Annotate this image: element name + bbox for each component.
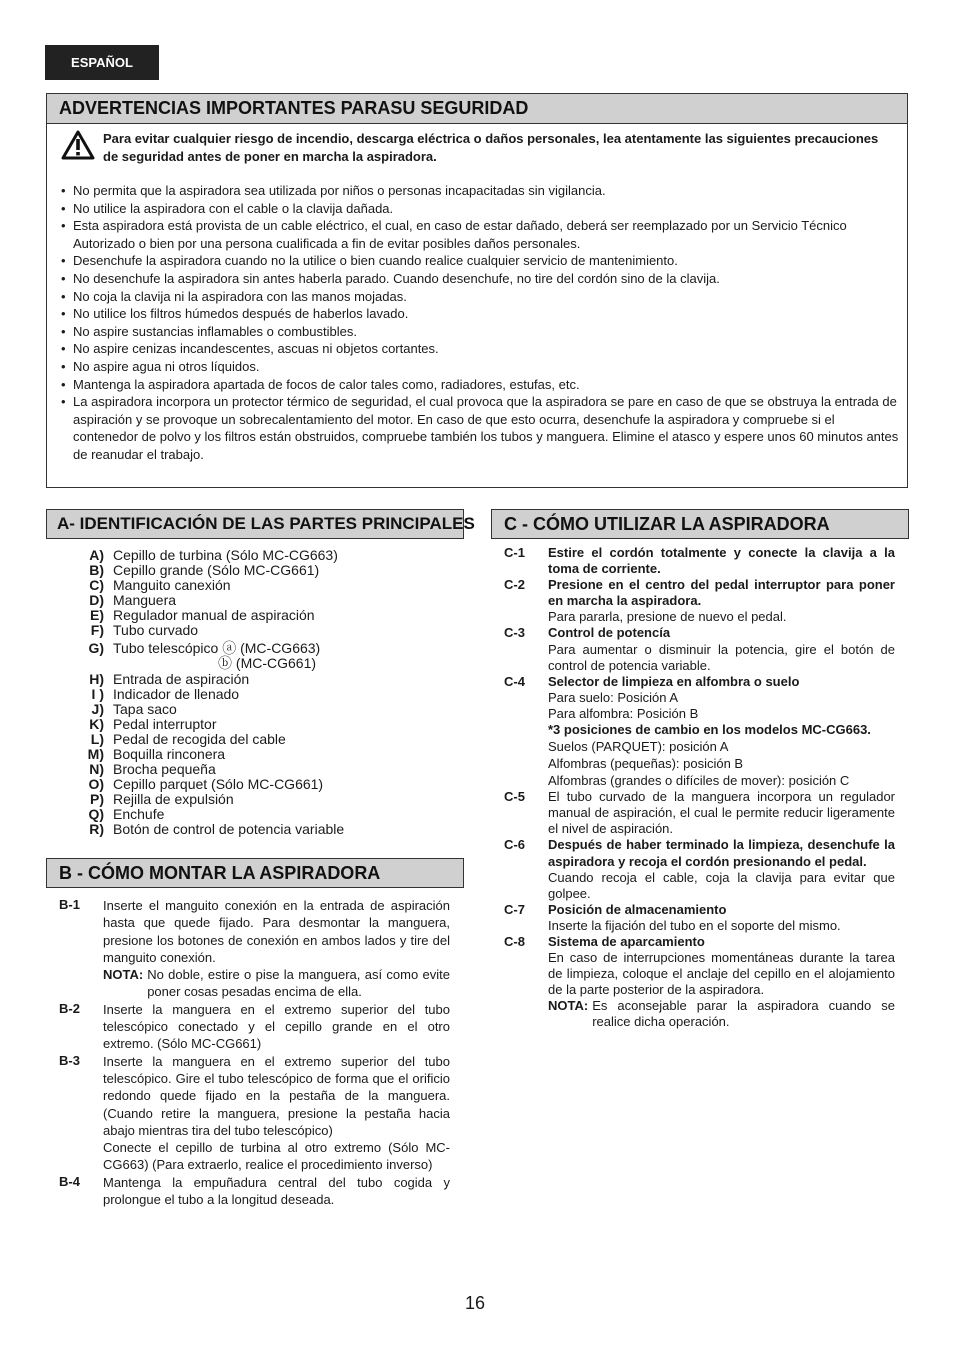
part-label: Botón de control de potencia variable: [113, 821, 345, 837]
warning-triangle-icon: [61, 130, 95, 160]
section-b-title: B - CÓMO MONTAR LA ASPIRADORA: [46, 858, 464, 888]
part-letter: I ): [91, 686, 104, 702]
list-item: [60, 641, 460, 656]
list-item: • No aspire agua ni otros líquidos.: [61, 358, 901, 376]
part-label: Brocha pequeña: [113, 761, 216, 777]
part-label: Rejilla de expulsión: [113, 791, 234, 807]
list-item: • No coja la clavija ni la aspiradora con las manos mojadas.: [61, 288, 901, 306]
step-b4: [59, 1174, 450, 1209]
list-item: • No aspire cenizas incandescentes, ascuas ni objetos cortantes.: [61, 340, 901, 358]
part-letter: G): [88, 640, 104, 656]
list-item: • La aspiradora incorpora un protector térmico de seguridad, el cual provoca que la aspiradora se pare en caso de que se obstruya la entrada de aspiración y se provoque un sobrecalentamiento del motor. En caso de que esto ocurra, desenchufe la aspiradora y compruebe si el contenedor de polvo y los filtros están obstruidos, compruebe también los tubos y manguera. Elimine el atasco y espere unos 60 minutos antes de reanudar el trabajo.: [61, 393, 901, 463]
step-text: Inserte la manguera en el extremo superior del tubo telescópico conectado y el cepillo grande en el otro extremo. (Sólo MC-CG661): [103, 1001, 450, 1052]
part-letter: N): [89, 761, 104, 777]
step-text: Inserte la manguera en el extremo superior del tubo telescópico. Gire el tubo telescópico de forma que el orificio redondo quede fijado en la pestaña de la manguera. (Cuando retire la manguera, presione la pestaña hacia abajo mientras tira del tubo telescópico): [103, 1053, 450, 1138]
note: [103, 966, 450, 1001]
step-heading: Control de potencía: [548, 625, 671, 641]
parts-list: [60, 548, 460, 837]
list-item: [60, 687, 460, 702]
step-text: Alfombras (grandes o difíciles de mover): posición C: [548, 773, 850, 789]
step-text: Mantenga la empuñadura central del tubo cogida y prolongue el tubo a la longitud deseada.: [103, 1174, 450, 1208]
step-text: Suelos (PARQUET): posición A: [548, 739, 729, 755]
part-label: Cepillo de turbina (Sólo MC-CG663): [113, 547, 338, 563]
section-a-title: A- IDENTIFICACIÓN DE LAS PARTES PRINCIPALES: [46, 509, 464, 539]
step-heading: Posición de almacenamiento: [548, 901, 727, 917]
list-item: • Mantenga la aspiradora apartada de focos de calor tales como, radiadores, estufas, etc.: [61, 376, 901, 394]
list-item: [60, 702, 460, 717]
step-c1: [504, 545, 895, 577]
step-text: Para pararla, presione de nuevo el pedal.: [548, 609, 787, 625]
usage-steps: [504, 545, 895, 1031]
step-c5: [504, 789, 895, 837]
part-letter: A): [89, 547, 104, 563]
step-number: B-2: [59, 1000, 80, 1016]
step-text: Inserte el manguito conexión en la entrada de aspiración hasta que quede fijado. Para desmontar la manguera, presione los botones de conexión en ambos lados y tire del manguito conexión.: [103, 898, 450, 965]
part-letter: K): [89, 716, 104, 732]
step-text: En caso de interrupciones momentáneas durante la tarea de limpieza, coloque el anclaje del cepillo en el alojamiento de la parte posterior de la aspiradora.: [548, 950, 895, 998]
list-item: [60, 732, 460, 747]
part-letter: L): [90, 731, 104, 747]
part-letter: B): [89, 562, 104, 578]
step-c7: [504, 902, 895, 934]
step-b2: [59, 1001, 450, 1053]
step-text: Cuando recoja el cable, coja la clavija para evitar que golpee.: [548, 869, 895, 901]
step-text: Inserte la fijación del tubo en el soporte del mismo.: [548, 917, 841, 933]
list-item: • No desenchufe la aspiradora sin antes haberla parado. Cuando desenchufe, no tire del cordón sino de la clavija.: [61, 270, 901, 288]
step-heading: Estire el cordón totalmente y conecte la clavija a la toma de corriente.: [548, 545, 895, 577]
part-letter: Q): [88, 806, 104, 822]
part-label: Tubo telescópico ⓐ (MC-CG663): [113, 640, 321, 656]
list-item: [60, 672, 460, 687]
part-label: Cepillo parquet (Sólo MC-CG661): [113, 776, 324, 792]
list-item: • No utilice la aspiradora con el cable o la clavija dañada.: [61, 200, 901, 218]
part-label: Boquilla rinconera: [113, 746, 226, 762]
list-item: [60, 762, 460, 777]
step-number: C-4: [504, 673, 525, 689]
list-item: [60, 623, 460, 638]
part-label: Enchufe: [113, 806, 165, 822]
step-number: B-3: [59, 1052, 80, 1068]
step-number: C-8: [504, 933, 525, 949]
list-item: [60, 563, 460, 578]
step-number: C-1: [504, 545, 525, 560]
part-label: Tapa saco: [113, 701, 177, 717]
part-label: ⓑ (MC-CG661): [113, 655, 317, 671]
note-label: NOTA:: [103, 967, 144, 983]
language-tab: ESPAÑOL: [45, 45, 159, 80]
part-label: Entrada de aspiración: [113, 671, 250, 687]
part-label: Regulador manual de aspiración: [113, 607, 315, 623]
step-number: C-6: [504, 837, 525, 853]
list-item: [60, 792, 460, 807]
list-item: • No utilice los filtros húmedos después de haberlos lavado.: [61, 305, 901, 323]
part-label: Manguera: [113, 592, 177, 608]
list-item: [60, 822, 460, 837]
step-c3: [504, 625, 895, 673]
step-number: B-4: [59, 1173, 80, 1189]
part-letter: C): [89, 577, 104, 593]
part-label: Indicador de llenado: [113, 686, 240, 702]
step-text: Para aumentar o disminuir la potencia, gire el botón de control de potencia variable.: [548, 641, 895, 673]
safety-warnings-title: ADVERTENCIAS IMPORTANTES PARASU SEGURIDAD: [46, 93, 908, 124]
note-text: No doble, estire o pise la manguera, así como evite poner cosas pesadas encima de ella.: [147, 967, 450, 1000]
step-b1: [59, 897, 450, 1001]
step-b3: [59, 1053, 450, 1174]
list-item: [60, 777, 460, 792]
list-item: • Desenchufe la aspiradora cuando no la utilice o bien cuando realice cualquier servicio de mantenimiento.: [61, 252, 901, 270]
list-item: [60, 717, 460, 732]
part-letter: R): [89, 821, 104, 837]
part-label: Cepillo grande (Sólo MC-CG661): [113, 562, 320, 578]
note-text: Es aconsejable parar la aspiradora cuando se realice dicha operación.: [592, 998, 895, 1030]
safety-warnings-list: [61, 182, 901, 464]
step-number: C-2: [504, 577, 525, 593]
step-c4: [504, 674, 895, 789]
step-heading: Presione en el centro del pedal interruptor para poner en marcha la aspiradora.: [548, 577, 895, 609]
part-letter: [60, 656, 113, 671]
list-item: [60, 593, 460, 608]
list-item: • Esta aspiradora está provista de un cable eléctrico, el cual, en caso de estar dañado, deberá ser reemplazado por un Servicio Técnico Autorizado o bien por una persona cualificada a fin de evitar posibles daños personales.: [61, 217, 901, 252]
safety-warnings-intro: Para evitar cualquier riesgo de incendio, descarga eléctrica o daños personales, lea atentamente las siguientes precauciones de seguridad antes de poner en marcha la aspiradora.: [103, 131, 879, 164]
part-letter: P): [90, 791, 104, 807]
step-text: Para suelo: Posición A: [548, 689, 679, 705]
part-letter: M): [87, 746, 104, 762]
part-label: Manguito canexión: [113, 577, 231, 593]
part-letter: E): [90, 607, 104, 623]
note: [548, 998, 895, 1030]
part-label: Pedal interruptor: [113, 716, 217, 732]
list-item: [60, 656, 460, 671]
step-number: C-5: [504, 789, 525, 805]
step-c8: [504, 934, 895, 1031]
part-letter: H): [89, 671, 104, 687]
step-text: *3 posiciones de cambio en los modelos MC-CG663.: [548, 722, 871, 738]
part-label: Tubo curvado: [113, 622, 199, 638]
part-letter: F): [90, 622, 104, 638]
step-heading: Sistema de aparcamiento: [548, 933, 705, 949]
step-number: C-3: [504, 625, 525, 641]
assembly-steps: [59, 897, 450, 1208]
page-number: 16: [465, 1293, 486, 1313]
step-heading: Después de haber terminado la limpieza, desenchufe la aspiradora y recoja el cordón presionando el pedal.: [548, 837, 895, 869]
list-item: [60, 608, 460, 623]
list-item: • No aspire sustancias inflamables o combustibles.: [61, 323, 901, 341]
step-text: Alfombras (pequeñas): posición B: [548, 756, 744, 772]
part-letter: D): [89, 592, 104, 608]
list-item: [60, 548, 460, 563]
safety-warnings-box: [46, 93, 908, 488]
step-text: Conecte el cepillo de turbina al otro extremo (Sólo MC-CG663) (Para extraerlo, realice el procedimiento inverso): [103, 1140, 450, 1173]
step-heading: Selector de limpieza en alfombra o suelo: [548, 673, 800, 689]
step-c2: [504, 577, 895, 625]
list-item: [60, 747, 460, 762]
part-label: Pedal de recogida del cable: [113, 731, 286, 747]
part-letter: O): [88, 776, 104, 792]
note-label: NOTA:: [548, 998, 589, 1014]
step-number: B-1: [59, 897, 80, 912]
section-c-title: C - CÓMO UTILIZAR LA ASPIRADORA: [491, 509, 909, 539]
step-text: El tubo curvado de la manguera incorpora un regulador manual de aspiración, el cual le permite reducir ligeramente el nivel de aspiración.: [548, 789, 895, 837]
part-letter: J): [91, 701, 104, 717]
step-text: Para alfombra: Posición B: [548, 705, 699, 721]
list-item: [60, 807, 460, 822]
list-item: [60, 578, 460, 593]
step-c6: [504, 837, 895, 901]
list-item: • No permita que la aspiradora sea utilizada por niños o personas incapacitadas sin vigilancia.: [61, 182, 901, 200]
step-number: C-7: [504, 901, 525, 917]
